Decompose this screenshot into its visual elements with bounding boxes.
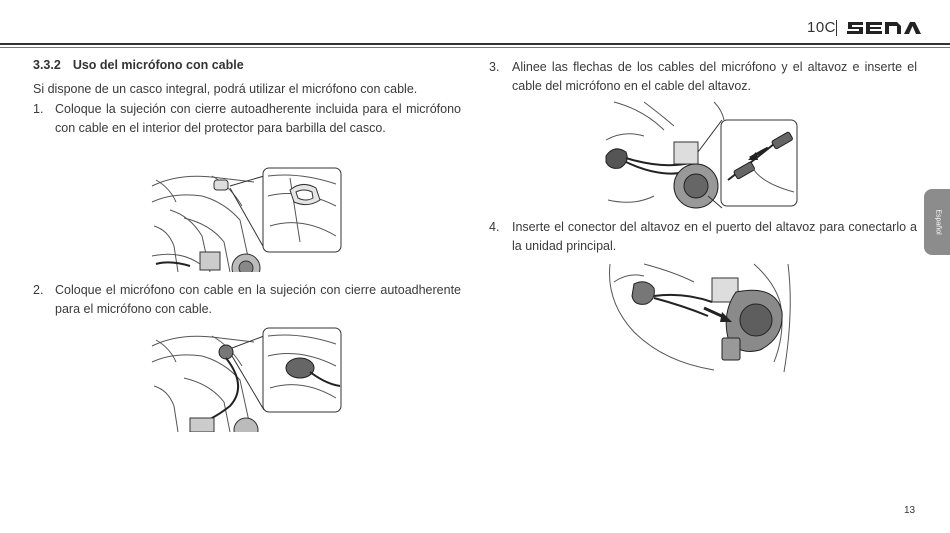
step-marker: 2. <box>33 283 44 297</box>
language-tab-label: Español <box>934 209 942 235</box>
step-marker: 4. <box>489 220 500 234</box>
step-marker: 3. <box>489 60 500 74</box>
section-number: 3.3.2 <box>33 58 61 72</box>
step-marker: 1. <box>33 102 44 116</box>
step-text: Coloque la sujeción con cierre autoadherente incluida para el micrófono con cable en el interior del protector para barbilla del casco. <box>55 102 461 135</box>
step-text: Inserte el conector del altavoz en el puerto del altavoz para conectarlo a la unidad principal. <box>512 220 917 253</box>
step-text: Coloque el micrófono con cable en la sujeción con cierre autoadherente para el micrófono con cable. <box>55 283 461 316</box>
illustration-clamp-in-helmet <box>150 166 344 272</box>
product-model: 10C <box>807 19 837 36</box>
section-title: Uso del micrófono con cable <box>72 58 244 72</box>
illustration-connect-cables <box>604 100 800 212</box>
illustration-connect-speaker <box>604 262 794 374</box>
section-heading <box>33 58 244 72</box>
intro-paragraph: Si dispone de un casco integral, podrá utilizar el micrófono con cable. <box>33 82 418 96</box>
page-number: 13 <box>904 505 916 516</box>
illustration-mic-on-clamp <box>150 326 344 432</box>
step-text: Alinee las flechas de los cables del micrófono y el altavoz e inserte el cable del micrófono en el cable del altavoz. <box>512 60 917 93</box>
header-rule <box>0 43 950 45</box>
language-tab <box>924 189 950 255</box>
header-separator <box>836 20 837 36</box>
sena-logo <box>846 20 922 36</box>
header-rule-thin <box>0 47 950 48</box>
